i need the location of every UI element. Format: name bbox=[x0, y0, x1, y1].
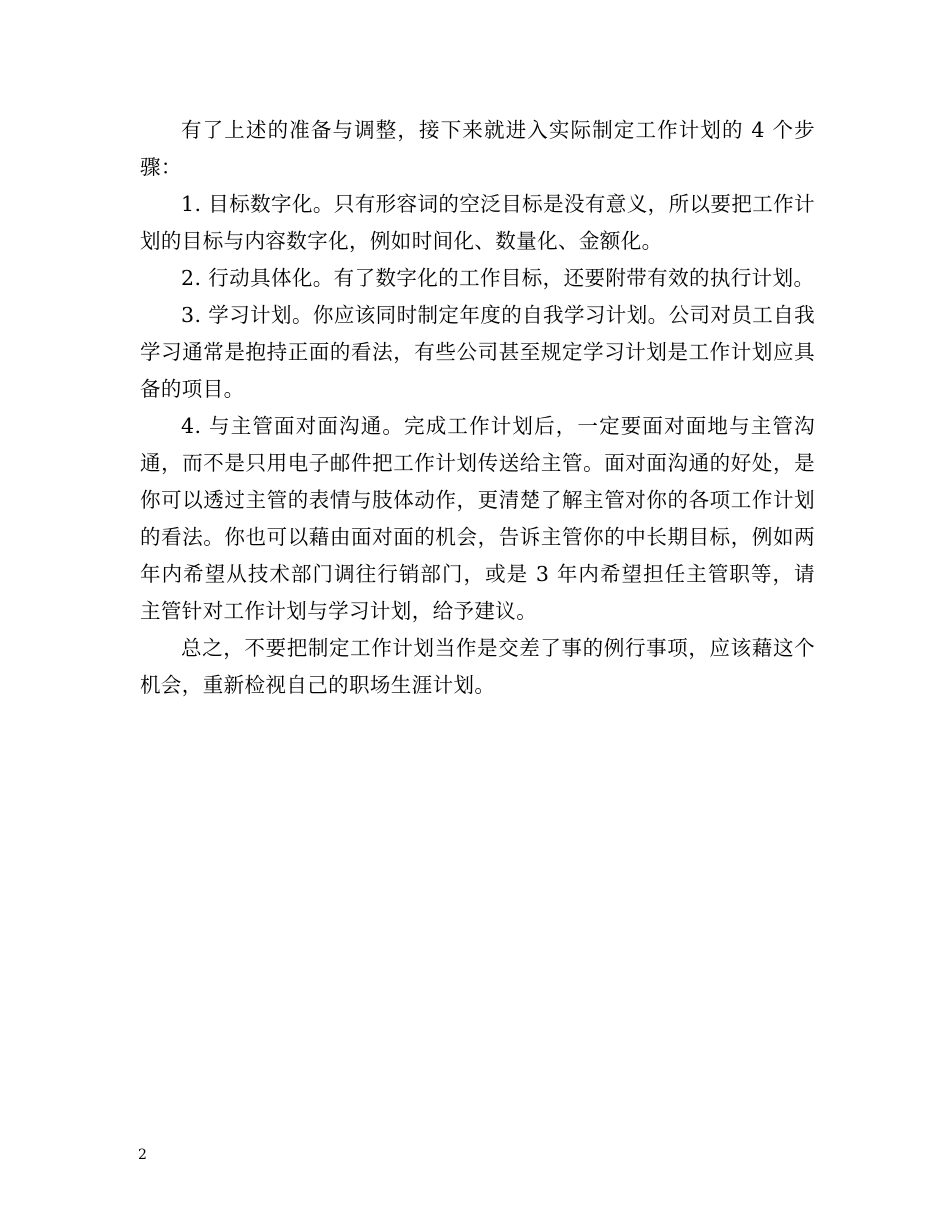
step-3-paragraph: 3. 学习计划。你应该同时制定年度的自我学习计划。公司对员工自我学习通常是抱持正面的看法，有些公司甚至规定学习计划是工作计划应具备的项目。 bbox=[140, 303, 815, 401]
intro-paragraph: 有了上述的准备与调整，接下来就进入实际制定工作计划的 4 个步骤： bbox=[140, 118, 815, 179]
page-number: 2 bbox=[138, 1147, 147, 1163]
step-2-paragraph: 2. 行动具体化。有了数字化的工作目标，还要附带有效的执行计划。 bbox=[181, 266, 815, 290]
step-1-paragraph: 1. 目标数字化。只有形容词的空泛目标是没有意义，所以要把工作计划的目标与内容数字化，例如时间化、数量化、金额化。 bbox=[140, 192, 815, 253]
step-4-paragraph: 4. 与主管面对面沟通。完成工作计划后，一定要面对面地与主管沟通，而不是只用电子邮件把工作计划传送给主管。面对面沟通的好处，是你可以透过主管的表情与肢体动作，更清楚了解主管对你的各项工作计划的看法。你也可以藉由面对面的机会，告诉主管你的中长期目标，例如两年内希望从技术部门调往行销部门，或是 3 年内希望担任主管职等，请主管针对工作计划与学习计划，给予建议。 bbox=[140, 414, 815, 623]
conclusion-paragraph: 总之，不要把制定工作计划当作是交差了事的例行事项，应该藉这个机会，重新检视自己的职场生涯计划。 bbox=[140, 636, 815, 697]
document-body bbox=[140, 112, 815, 704]
